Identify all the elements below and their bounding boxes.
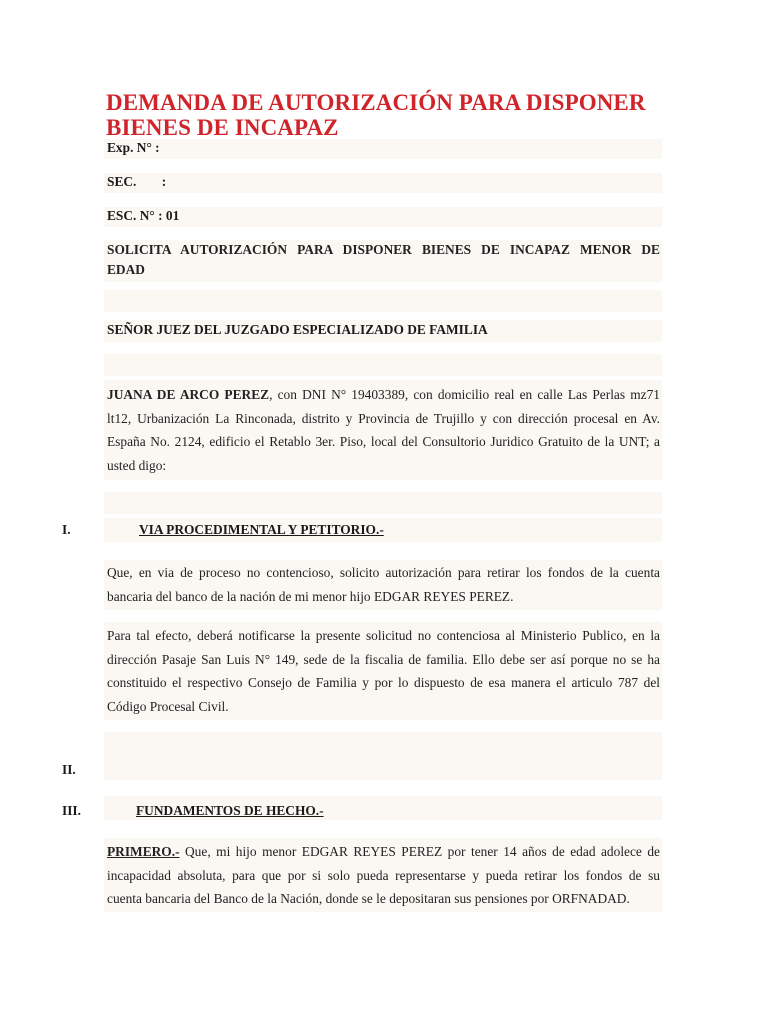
section-heading-3: FUNDAMENTOS DE HECHO.- bbox=[136, 803, 324, 818]
intro-text: usted digo: bbox=[107, 457, 167, 473]
first-fact-paragraph bbox=[107, 840, 660, 911]
notification-text: dirección Pasaje San Luis N° 149, sede de la fiscalia de familia. Ello debe ser así porque no se ha bbox=[107, 651, 660, 667]
first-fact-text: cuenta bancaria del Banco de la Nación, donde se le depositaran sus pensiones por ORFNADAD. bbox=[107, 891, 630, 907]
intro-text: , con DNI N° 19403389, con domicilio real en calle Las Perlas mz71 bbox=[269, 387, 660, 402]
addressee: SEÑOR JUEZ DEL JUZGADO ESPECIALIZADO DE FAMILIA bbox=[107, 322, 488, 337]
intro-text: España No. 2124, edificio el Retablo 3er. Piso, local del Consultorio Juridico Gratuito de la UNT; a bbox=[107, 434, 660, 450]
plaintiff-name: JUANA DE ARCO PEREZ bbox=[107, 387, 270, 402]
notification-text: constituido el respectivo Consejo de Familia y por lo dispuesto de esa manera el articulo 787 del bbox=[107, 675, 660, 691]
section-numeral-2: II. bbox=[62, 762, 76, 777]
section-numeral-1: I. bbox=[62, 522, 71, 537]
text-band bbox=[104, 354, 662, 376]
document-title: DEMANDA DE AUTORIZACIÓN PARA DISPONER BIENES DE INCAPAZ bbox=[106, 90, 646, 140]
text-band bbox=[104, 139, 662, 159]
text-band bbox=[104, 290, 662, 312]
petition-paragraph bbox=[107, 561, 660, 608]
subject-line: EDAD bbox=[107, 262, 145, 277]
section-heading-1: VIA PROCEDIMENTAL Y PETITORIO.- bbox=[139, 522, 384, 537]
notification-paragraph bbox=[107, 624, 660, 718]
subject-block bbox=[107, 240, 660, 280]
petition-text: Que, en via de proceso no contencioso, solicito autorización para retirar los fondos de la cuenta bbox=[107, 565, 660, 580]
esc-field: ESC. N° : 01 bbox=[107, 208, 180, 223]
notification-text: Para tal efecto, deberá notificarse la presente solicitud no contenciosa al Ministerio Publico, en la bbox=[107, 628, 660, 643]
petition-text: bancaria del banco de la nación de mi menor hijo EDGAR REYES PEREZ. bbox=[107, 588, 514, 604]
notification-text: Código Procesal Civil. bbox=[107, 698, 229, 714]
intro-paragraph bbox=[107, 383, 660, 477]
subject-line: SOLICITA AUTORIZACIÓN PARA DISPONER BIENES DE INCAPAZ MENOR DE bbox=[107, 242, 660, 257]
intro-text: lt12, Urbanización La Rinconada, distrito y Provincia de Trujillo y con dirección procesal en Av. bbox=[107, 410, 660, 426]
exp-field: Exp. N° : bbox=[107, 140, 160, 155]
first-fact-text: incapacidad absoluta, para que por si solo pueda representarse y pueda retirar los fondos de su bbox=[107, 867, 660, 883]
text-band bbox=[104, 207, 662, 227]
text-band bbox=[104, 732, 662, 780]
first-fact-label: PRIMERO.- bbox=[107, 844, 180, 859]
section-numeral-3: III. bbox=[62, 803, 81, 818]
sec-field: SEC. : bbox=[107, 174, 167, 189]
first-fact-text: Que, mi hijo menor EDGAR REYES PEREZ por tener 14 años de edad adolece de bbox=[179, 844, 660, 859]
text-band bbox=[104, 492, 662, 514]
text-band bbox=[104, 173, 662, 193]
